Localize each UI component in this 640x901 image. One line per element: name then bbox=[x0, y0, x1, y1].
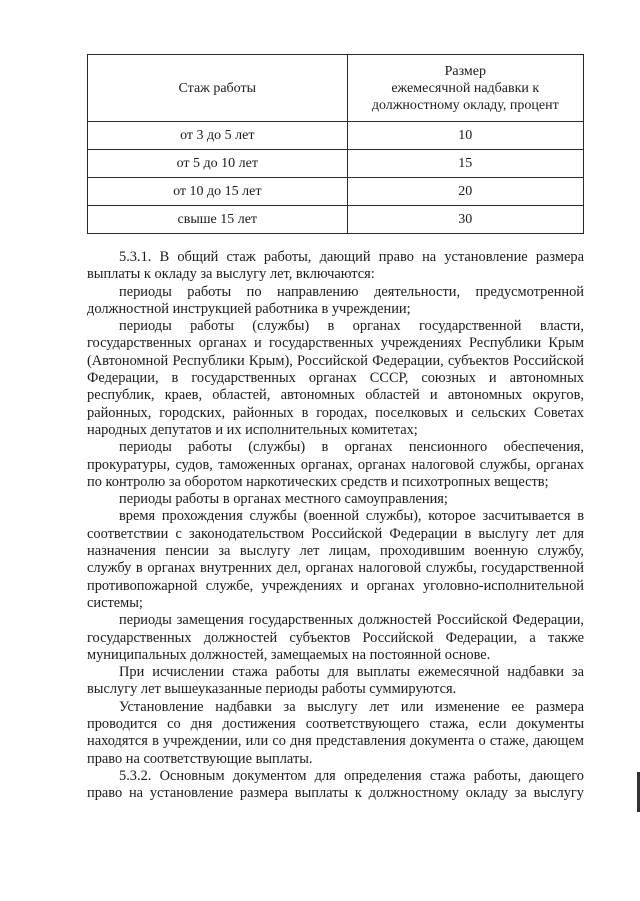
table-row bbox=[88, 206, 584, 234]
header-text: ежемесячной надбавки к bbox=[391, 80, 540, 96]
paragraph-state-service: периоды работы (службы) в органах государственной власти, государственных органах и государственных учреждениях Республики Крым (Автономной Республики Крым), Российской Федерации, субъектов Российской Федерации, в государственных органах СССР, союзных и автономных республик, краев, областей, автономных областей и автономных округов, районных, городских, районных в городах, поселковых и сельских Советах народных депутатов и их исполнительных комитетах; bbox=[87, 318, 584, 438]
paragraph-establishment: Установление надбавки за выслугу лет или изменение ее размера проводится со дня достижения соответствующего стажа, если документы находятся в учреждении, или со дня представления документа о стаже, дающем право на соответствующие выплаты. bbox=[87, 698, 584, 767]
table-header-row bbox=[88, 55, 584, 122]
percent-cell: 15 bbox=[347, 150, 583, 178]
header-text: Размер bbox=[444, 63, 486, 79]
header-text: Стаж работы bbox=[178, 80, 257, 96]
paragraph-local-government: периоды работы в органах местного самоуправления; bbox=[119, 491, 448, 508]
percent-cell: 30 bbox=[347, 206, 583, 234]
table-row bbox=[88, 178, 584, 206]
table-row bbox=[88, 122, 584, 150]
header-text: должностному окладу, процент bbox=[371, 97, 559, 113]
paragraph-military-service: время прохождения службы (военной службы), которое засчитывается в соответствии с законодательством Российской Федерации в выслугу лет для назначения пенсии за выслугу лет лицам, проходившим военную службу, службу в органах внутренних дел, органах налоговой службы, государственной противопожарной службе, учреждениях и органах уголовно-исполнительной системы; bbox=[87, 508, 584, 611]
percent-cell: 10 bbox=[347, 122, 583, 150]
header-allowance-size bbox=[347, 55, 583, 122]
paragraph-5-3-2: 5.3.2. Основным документом для определения стажа работы, дающего право на установление размера выплаты к должностному окладу за выслугу bbox=[87, 767, 584, 802]
paragraph-summation: При исчислении стажа работы для выплаты ежемесячной надбавки за выслугу лет вышеуказанные периоды работы суммируются. bbox=[87, 664, 584, 698]
seniority-cell: от 5 до 10 лет bbox=[88, 150, 348, 178]
paragraph-public-positions: периоды замещения государственных должностей Российской Федерации, государственных должностей субъектов Российской Федерации, а также муниципальных должностей, замещаемых на постоянной основе. bbox=[87, 612, 584, 663]
seniority-cell: от 3 до 5 лет bbox=[88, 122, 348, 150]
table-row bbox=[88, 150, 584, 178]
paragraph-work-periods: периоды работы по направлению деятельности, предусмотренной должностной инструкцией работника в учреждении; bbox=[87, 283, 584, 317]
seniority-cell: от 10 до 15 лет bbox=[88, 178, 348, 206]
seniority-cell: свыше 15 лет bbox=[88, 206, 348, 234]
seniority-allowance-table bbox=[87, 54, 584, 234]
header-seniority bbox=[88, 55, 348, 122]
paragraph-5-3-1: 5.3.1. В общий стаж работы, дающий право на установление размера выплаты к окладу за выслугу лет, включаются: bbox=[87, 249, 584, 283]
body-text bbox=[87, 249, 584, 803]
percent-cell: 20 bbox=[347, 178, 583, 206]
paragraph-pension-bodies: периоды работы (службы) в органах пенсионного обеспечения, прокуратуры, судов, таможенных органах, органах налоговой службы, органах по контролю за оборотом наркотических средств и психотропных веществ; bbox=[87, 439, 584, 490]
